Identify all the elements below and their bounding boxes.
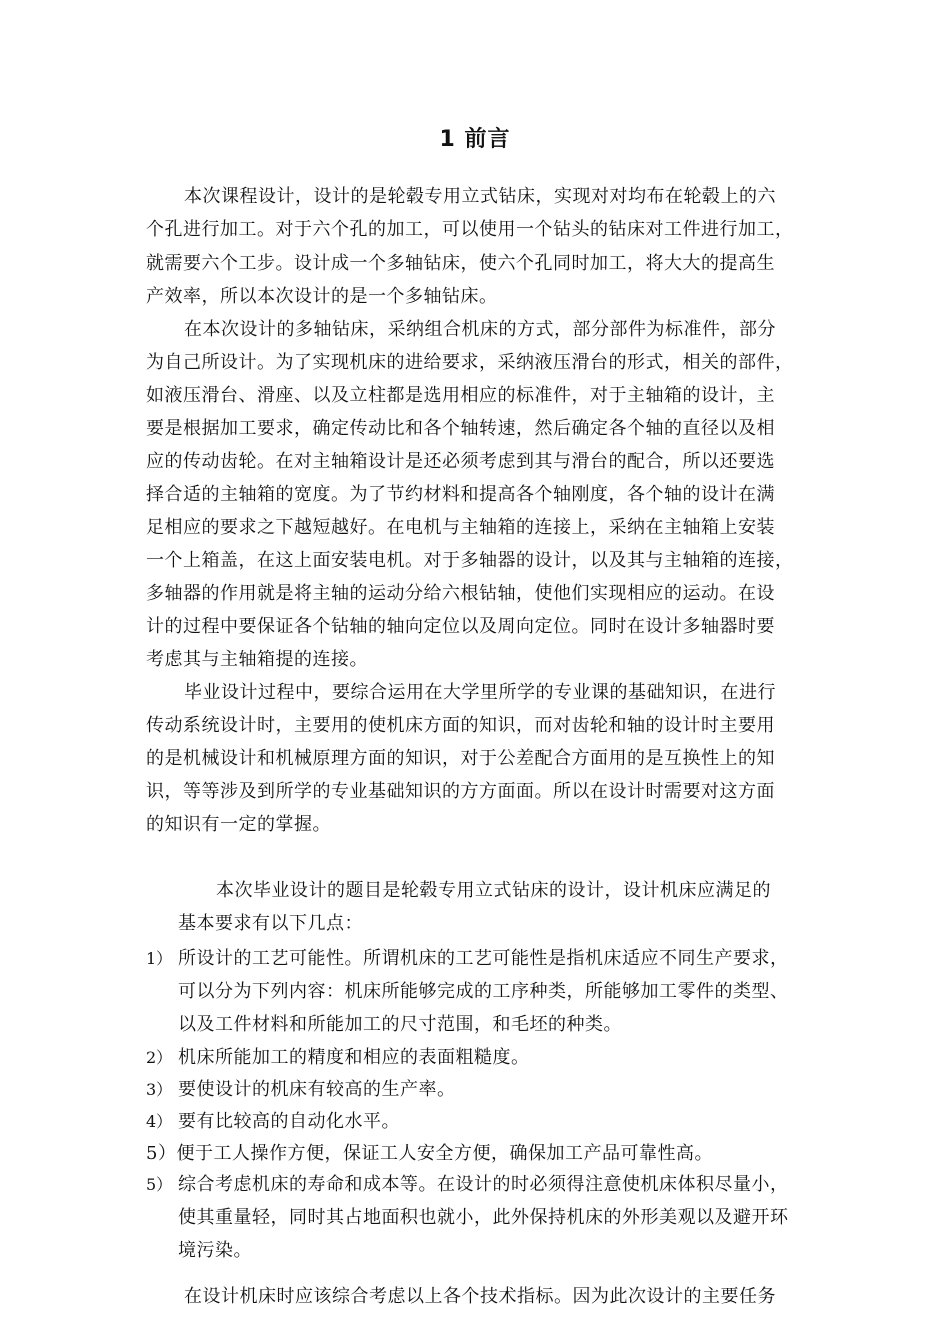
paragraph-3-line-4: 识，等等涉及到所学的专业基础知识的方方面面。所以在设计时需要对这方面 [146,781,775,802]
paragraph-2-line-10: 计的过程中要保证各个钻轴的轴向定位以及周向定位。同时在设计多轴器时要 [146,616,775,637]
requirement-2-text: 机床所能加工的精度和相应的表面粗糙度。 [178,1047,530,1068]
requirement-4-number: 4） [146,1112,173,1131]
requirement-6-line-2: 使其重量轻，同时其占地面积也就小，此外保持机床的外形美观以及避开环 [178,1207,789,1228]
requirement-1-line-3: 以及工件材料和所能加工的尺寸范围，和毛坯的种类。 [178,1014,622,1035]
requirement-4-text: 要有比较高的自动化水平。 [178,1111,400,1132]
paragraph-4-line-2: 基本要求有以下几点： [178,913,363,934]
requirement-1-number: 1） [146,949,173,968]
requirement-2-number: 2） [146,1048,173,1067]
paragraph-1-line-2: 个孔进行加工。对于六个孔的加工，可以使用一个钻头的钻床对工件进行加工， [146,219,794,240]
paragraph-2-line-9: 多轴器的作用就是将主轴的运动分给六根钻轴，使他们实现相应的运动。在设 [146,583,775,604]
paragraph-1-line-4: 产效率，所以本次设计的是一个多轴钻床。 [146,286,498,307]
paragraph-2-line-5: 应的传动齿轮。在对主轴箱设计是还必须考虑到其与滑台的配合，所以还要选 [146,451,775,472]
requirement-1-line-1: 所设计的工艺可能性。所谓机床的工艺可能性是指机床适应不同生产要求， [178,948,789,969]
requirement-6-line-1: 综合考虑机床的寿命和成本等。在设计的时必须得注意使机床体积尽量小， [178,1174,789,1195]
requirement-6-number: 5） [146,1175,173,1194]
requirement-3-number: 3） [146,1080,173,1099]
paragraph-2-line-7: 足相应的要求之下越短越好。在电机与主轴箱的连接上，采纳在主轴箱上安装 [146,517,775,538]
requirement-3-text: 要使设计的机床有较高的生产率。 [178,1079,456,1100]
paragraph-2-line-8: 一个上箱盖，在这上面安装电机。对于多轴器的设计，以及其与主轴箱的连接， [146,550,794,571]
paragraph-2-line-11: 考虑其与主轴箱提的连接。 [146,649,368,670]
paragraph-3-line-2: 传动系统设计时，主要用的使机床方面的知识，而对齿轮和轴的设计时主要用 [146,715,775,736]
paragraph-3-line-5: 的知识有一定的掌握。 [146,814,331,835]
requirement-1-line-2: 可以分为下列内容：机床所能够完成的工序种类，所能够加工零件的类型、 [178,981,789,1002]
paragraph-2-line-3: 如液压滑台、滑座、以及立柱都是选用相应的标准件，对于主轴箱的设计，主 [146,385,775,406]
paragraph-3-line-1: 毕业设计过程中，要综合运用在大学里所学的专业课的基础知识，在进行 [184,682,776,703]
paragraph-2-line-4: 要是根据加工要求，确定传动比和各个轴转速，然后确定各个轴的直径以及相 [146,418,775,439]
paragraph-1-line-3: 就需要六个工步。设计成一个多轴钻床，使六个孔同时加工，将大大的提高生 [146,253,775,274]
paragraph-1-line-1: 本次课程设计，设计的是轮毂专用立式钻床，实现对对均布在轮毂上的六 [184,186,776,207]
paragraph-2-line-2: 为自己所设计。为了实现机床的进给要求，采纳液压滑台的形式，相关的部件， [146,352,794,373]
paragraph-2-line-6: 择合适的主轴箱的宽度。为了节约材料和提高各个轴刚度，各个轴的设计在满 [146,484,775,505]
paragraph-2-line-1: 在本次设计的多轴钻床，采纳组合机床的方式，部分部件为标准件，部分 [184,319,776,340]
requirement-5-text: 5）便于工人操作方便，保证工人安全方便，确保加工产品可靠性高。 [146,1143,713,1164]
closing-paragraph: 在设计机床时应该综合考虑以上各个技术指标。因为此次设计的主要任务 [184,1286,776,1307]
paragraph-4-line-1: 本次毕业设计的题目是轮毂专用立式钻床的设计，设计机床应满足的 [216,880,771,901]
page-title: 1 前言 [439,127,511,152]
paragraph-3-line-3: 的是机械设计和机械原理方面的知识，对于公差配合方面用的是互换性上的知 [146,748,775,769]
requirement-6-line-3: 境污染。 [178,1240,252,1261]
